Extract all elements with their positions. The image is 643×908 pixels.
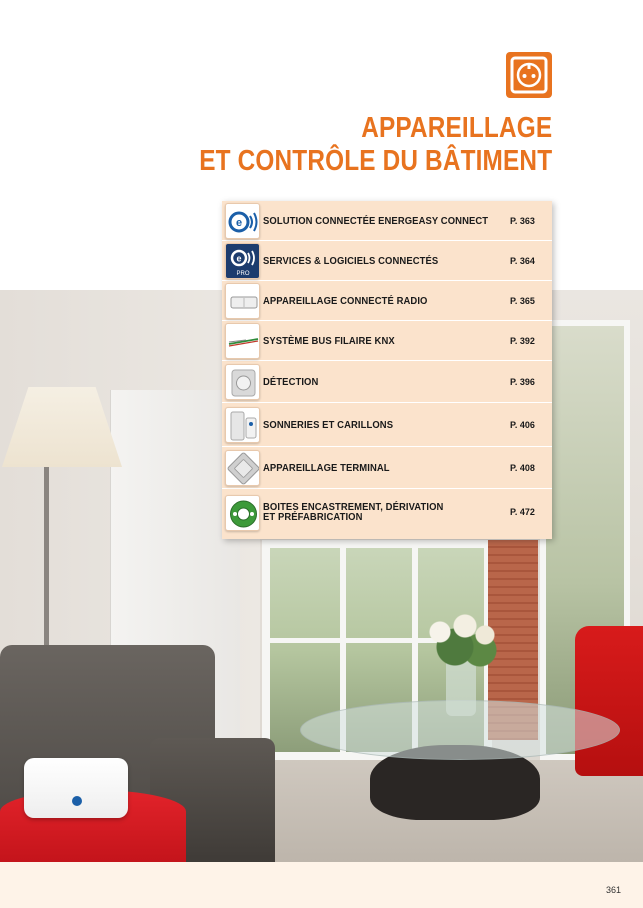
menu-item-page: P. 406: [510, 420, 535, 430]
menu-item-boites-encastrement[interactable]: [222, 489, 552, 539]
menu-item-page: P. 365: [510, 296, 535, 306]
menu-item-services-logiciels[interactable]: [222, 241, 552, 281]
menu-item-appareillage-terminal[interactable]: [222, 447, 552, 489]
footer-band: [0, 862, 643, 908]
page-number: 361: [605, 885, 621, 895]
menu-item-label: SOLUTION CONNECTÉE ENERGEASY CONNECT: [263, 215, 489, 227]
menu-item-page: P. 408: [510, 463, 535, 473]
menu-item-label-line2: ET PRÉFABRICATION: [263, 511, 363, 523]
socket-icon: [506, 52, 552, 98]
menu-item-energeasy-connect[interactable]: [222, 201, 552, 241]
menu-item-label: SYSTÈME BUS FILAIRE KNX: [263, 335, 395, 347]
menu-item-page: P. 392: [510, 336, 535, 346]
menu-item-sonneries[interactable]: [222, 403, 552, 447]
wall-switch-icon: [225, 450, 260, 486]
chapter-menu: [222, 201, 552, 539]
flower-bouquet: [410, 608, 510, 668]
menu-item-page: P. 396: [510, 377, 535, 387]
menu-item-label: SERVICES & LOGICIELS CONNECTÉS: [263, 255, 439, 267]
menu-item-page: P. 363: [510, 216, 535, 226]
menu-item-label-line1: BOITES ENCASTREMENT, DÉRIVATION: [263, 501, 444, 513]
energeasy-pro-logo-icon: [225, 243, 260, 279]
menu-item-bus-knx[interactable]: [222, 321, 552, 361]
energeasy-logo-icon: [225, 203, 260, 239]
page-title-line2: ET CONTRÔLE DU BÂTIMENT: [198, 145, 552, 177]
motion-detector-icon: [225, 364, 260, 400]
doorbell-icon: [225, 407, 260, 443]
menu-item-detection[interactable]: [222, 361, 552, 403]
page-title-line1: APPAREILLAGE: [360, 112, 552, 144]
radio-switch-icon: [225, 283, 260, 319]
pro-badge-text: PRO: [236, 271, 250, 277]
bus-cable-icon: [225, 323, 260, 359]
menu-item-page: P. 472: [510, 507, 535, 517]
section-socket-icon: [506, 52, 552, 98]
menu-item-appareillage-radio[interactable]: [222, 281, 552, 321]
menu-item-label: APPAREILLAGE TERMINAL: [263, 462, 390, 474]
junction-box-icon: [225, 495, 260, 531]
connected-hub-device: [24, 758, 128, 818]
red-armchair: [575, 626, 643, 776]
menu-item-page: P. 364: [510, 256, 535, 266]
svg-text:e: e: [235, 217, 243, 229]
svg-text:e: e: [236, 253, 242, 264]
page-title: [199, 112, 552, 178]
menu-item-label: APPAREILLAGE CONNECTÉ RADIO: [263, 295, 428, 307]
menu-item-label: SONNERIES ET CARILLONS: [263, 419, 394, 431]
menu-item-label: DÉTECTION: [263, 376, 319, 388]
